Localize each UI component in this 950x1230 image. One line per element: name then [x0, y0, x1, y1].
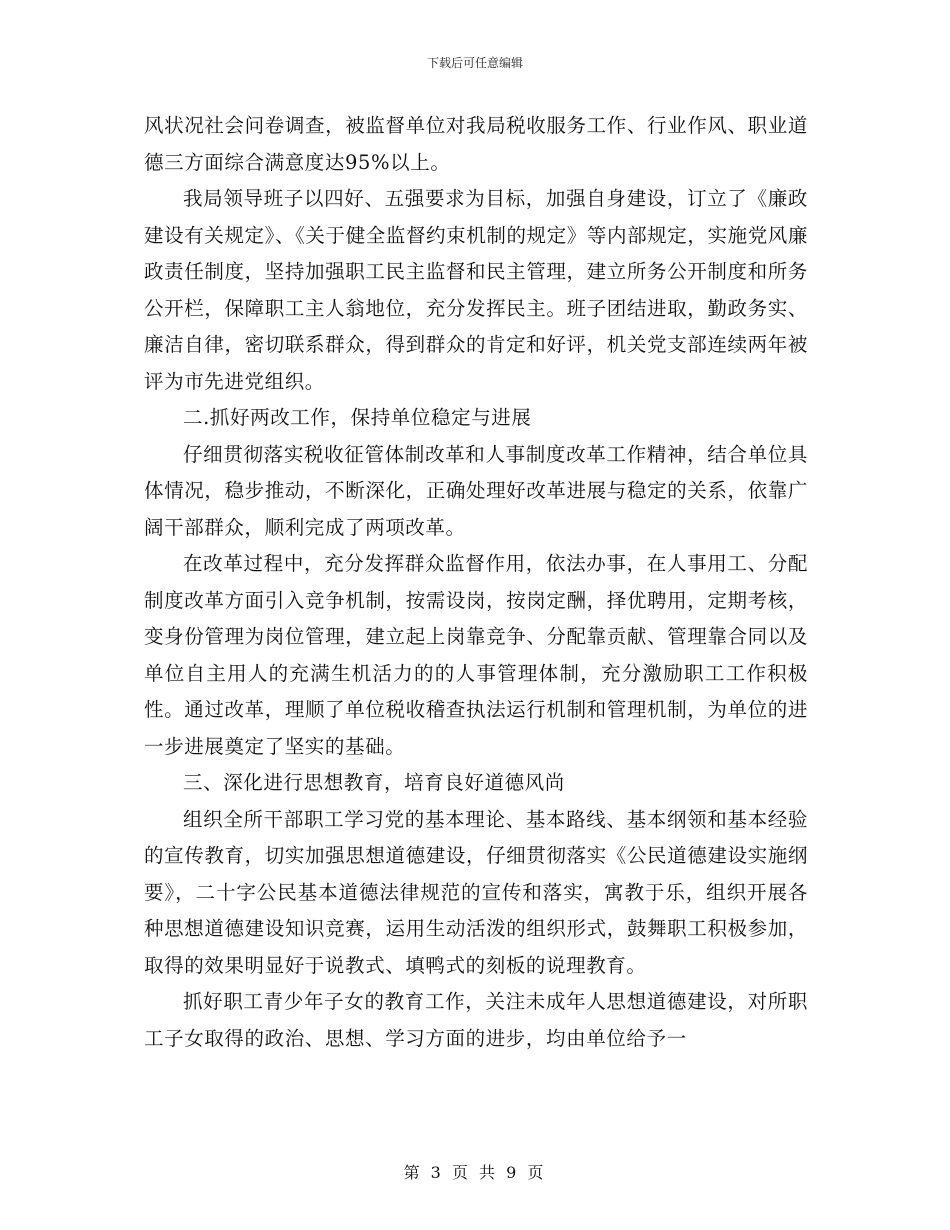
paragraph: 组织全所干部职工学习党的基本理论、基本路线、基本纲领和基本经验的宣传教育，切实加强思想道德建设，仔细贯彻落实《公民道德建设实施纲要》，二十字公民基本道德法律规范的宣传和落实，寓教于乐，组织开展各种思想道德建设知识竞赛，运用生动活泼的组织形式，鼓舞职工积极参加，取得的效果明显好于说教式、填鸭式的刻板的说理教育。 [144, 807, 808, 977]
page-header-note: 下载后可任意编辑 [426, 56, 523, 70]
section-heading: 二.抓好两改工作，保持单位稳定与进展 [183, 406, 532, 429]
page-number-footer: 第 3 页 共 9 页 [403, 1163, 547, 1182]
paragraph: 风状况社会问卷调查，被监督单位对我局税收服务工作、行业作风、职业道德三方面综合满意度达95%以上。 [144, 114, 808, 174]
paragraph: 在改革过程中，充分发挥群众监督作用，依法办事，在人事用工、分配制度改革方面引入竞争机制，按需设岗，按岗定酬，择优聘用，定期考核，变身份管理为岗位管理，建立起上岗靠竞争、分配靠贡献、管理靠合同以及单位自主用人的充满生机活力的的人事管理体制，充分激励职工工作积极性。通过改革，理顺了单位税收稽查执法运行机制和管理机制，为单位的进一步进展奠定了坚实的基础。 [144, 552, 808, 758]
section-heading: 三、深化进行思想教育，培育良好道德风尚 [183, 771, 565, 794]
document-body [144, 108, 808, 1057]
paragraph: 我局领导班子以四好、五强要求为目标，加强自身建设，订立了《廉政建设有关规定》、《关于健全监督约束机制的规定》等内部规定，实施党风廉政责任制度，坚持加强职工民主监督和民主管理，建立所务公开制度和所务公开栏，保障职工主人翁地位，充分发挥民主。班子团结进取，勤政务实、廉洁自律，密切联系群众，得到群众的肯定和好评，机关党支部连续两年被评为市先进党组织。 [144, 187, 808, 393]
paragraph: 仔细贯彻落实税收征管体制改革和人事制度改革工作精神，结合单位具体情况，稳步推动，不断深化，正确处理好改革进展与稳定的关系，依靠广阔干部群众，顺利完成了两项改革。 [144, 442, 808, 539]
paragraph: 抓好职工青少年子女的教育工作，关注未成年人思想道德建设，对所职工子女取得的政治、思想、学习方面的进步，均由单位给予一 [144, 990, 808, 1050]
